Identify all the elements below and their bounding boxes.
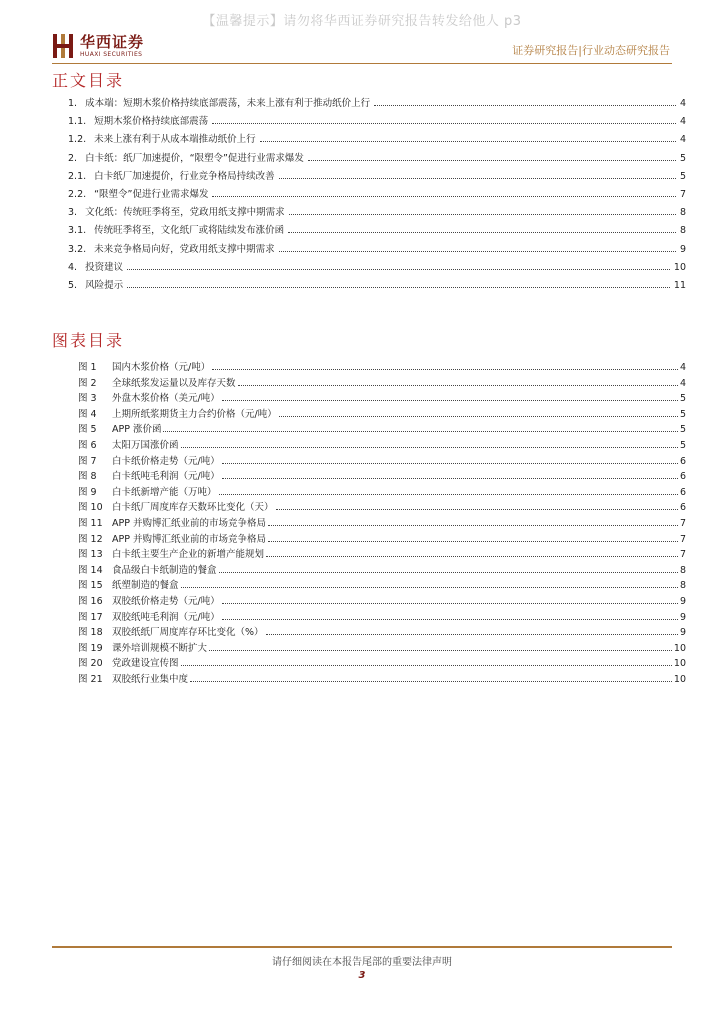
toc-entry-text: 文化纸：传统旺季将至，党政用纸支撑中期需求 <box>85 207 285 219</box>
figure-entry-page: 10 <box>673 674 686 685</box>
figure-entry[interactable] <box>78 466 686 482</box>
figure-entry-text: 全球纸浆发运量以及库存天数 <box>112 377 236 389</box>
logo-name-en: HUAXI SECURITIES <box>80 51 143 58</box>
figure-entry-page: 7 <box>679 549 686 561</box>
toc-entry-number: 1.2. <box>68 134 87 146</box>
figure-entry-number: 图 9 <box>78 486 97 498</box>
figure-leader-dots <box>222 400 678 401</box>
toc-leader-dots <box>289 214 676 215</box>
page-number: 3 <box>358 970 366 981</box>
figure-entry-page: 10 <box>673 658 686 670</box>
figure-entry[interactable] <box>78 560 686 576</box>
toc-entry[interactable] <box>68 239 686 255</box>
figure-entry[interactable] <box>78 357 686 373</box>
toc-leader-dots <box>127 269 670 270</box>
figure-entry-number: 图 20 <box>78 658 103 670</box>
figure-entry-number: 图 2 <box>78 377 97 389</box>
figure-entry[interactable] <box>78 653 686 669</box>
toc-entry-text: 白卡纸厂加速提价，行业竞争格局持续改善 <box>94 170 275 182</box>
figure-entry-page: 5 <box>679 424 686 436</box>
toc-leader-dots <box>212 123 676 124</box>
figure-entry-number: 图 14 <box>78 564 103 576</box>
watermark-notice: 【温馨提示】请勿将华西证券研究报告转发给他人 p3 <box>202 14 522 29</box>
toc-entry[interactable] <box>68 148 686 164</box>
figure-entry[interactable] <box>78 669 686 685</box>
figure-entry[interactable] <box>78 513 686 529</box>
figure-leader-dots <box>190 681 672 682</box>
figure-entry-text: 党政建设宣传图 <box>112 658 179 670</box>
huaxi-logo-icon <box>52 32 74 60</box>
toc-entry-text: “限塑令”促进行业需求爆发 <box>94 189 209 200</box>
toc-entry[interactable] <box>68 275 686 291</box>
figure-entry-page: 6 <box>679 455 686 467</box>
figure-entry-text: 双胶纸价格走势（元/吨） <box>112 596 220 607</box>
figure-entry[interactable] <box>78 607 686 623</box>
figure-entry-page: 6 <box>679 486 686 498</box>
toc-entry-number: 4. <box>68 261 78 273</box>
figure-entry-page: 4 <box>679 362 686 373</box>
toc-entry-number: 2. <box>68 152 78 164</box>
figure-leader-dots <box>222 603 678 604</box>
figure-leader-dots <box>219 572 678 573</box>
toc-entry-number: 2.1. <box>68 170 87 182</box>
figure-leader-dots <box>209 650 672 651</box>
figure-leader-dots <box>279 416 678 417</box>
figure-entry[interactable] <box>78 419 686 435</box>
figure-entry-text: 外盘木浆价格（美元/吨） <box>112 393 220 405</box>
toc-entry-number: 3. <box>68 207 78 219</box>
toc-leader-dots <box>279 178 676 179</box>
figure-entry-text: 太阳万国涨价函 <box>112 440 179 451</box>
toc-entry-page: 8 <box>679 207 686 219</box>
toc-entry-text: 成本端：短期木浆价格持续底部震荡，未来上涨有利于推动纸价上行 <box>85 98 371 109</box>
figure-entry-text: 食品级白卡纸制造的餐盒 <box>112 564 217 576</box>
figure-entry[interactable] <box>78 451 686 467</box>
figure-entry-page: 5 <box>679 408 686 420</box>
figure-entry-number: 图 6 <box>78 440 97 451</box>
toc-entry-page: 4 <box>679 116 686 128</box>
toc-entry-number: 5. <box>68 280 78 291</box>
figure-entry-page: 7 <box>679 533 686 545</box>
figure-entry-number: 图 17 <box>78 611 103 623</box>
figure-leader-dots <box>276 509 678 510</box>
figure-entry-number: 图 3 <box>78 393 97 405</box>
figure-entry-number: 图 15 <box>78 580 103 592</box>
toc-entry-text: 传统旺季将至，文化纸厂或将陆续发布涨价函 <box>94 225 285 237</box>
figure-entry-text: 白卡纸新增产能（万吨） <box>112 486 217 498</box>
figure-entry-number: 图 7 <box>78 455 97 467</box>
figure-entry[interactable] <box>78 575 686 591</box>
toc-leader-dots <box>127 287 670 288</box>
figure-entry-page: 7 <box>679 518 686 529</box>
toc-entry-text: 短期木浆价格持续底部震荡 <box>94 116 209 128</box>
toc-entry-text: 未来竞争格局向好，党政用纸支撑中期需求 <box>94 243 275 255</box>
figure-entry-text: 纸塑制造的餐盒 <box>112 580 179 592</box>
figure-entry-number: 图 8 <box>78 471 97 483</box>
figure-entry-page: 5 <box>679 393 686 405</box>
figure-entry[interactable] <box>78 638 686 654</box>
logo-name-cn: 华西证券 <box>80 33 145 51</box>
figure-entry-text: 白卡纸价格走势（元/吨） <box>112 455 220 467</box>
toc-entry-page: 4 <box>679 134 686 146</box>
figure-entry[interactable] <box>78 497 686 513</box>
toc-leader-dots <box>288 232 676 233</box>
toc-entry-page: 7 <box>679 189 686 200</box>
figure-leader-dots <box>222 463 678 464</box>
toc-entry-text: 白卡纸：纸厂加速提价，“限塑令”促进行业需求爆发 <box>85 152 304 164</box>
toc-entry-page: 5 <box>679 152 686 164</box>
figure-entry-number: 图 18 <box>78 627 103 639</box>
toc-entry[interactable] <box>68 129 686 145</box>
figure-leader-dots <box>181 665 672 666</box>
header-divider <box>52 63 672 64</box>
figure-entry-text: APP 并购博汇纸业前的市场竞争格局 <box>112 518 266 529</box>
toc-entry-number: 1.1. <box>68 116 87 128</box>
figure-entry-page: 6 <box>679 471 686 483</box>
figure-entry-number: 图 12 <box>78 533 103 545</box>
figure-leader-dots <box>212 369 678 370</box>
figure-leader-dots <box>181 587 678 588</box>
figure-entry[interactable] <box>78 482 686 498</box>
figure-entry-text: 国内木浆价格（元/吨） <box>112 362 211 373</box>
figure-entry[interactable] <box>78 529 686 545</box>
report-type-label: 证券研究报告|行业动态研究报告 <box>512 44 670 57</box>
toc-entry-text: 风险提示 <box>85 280 124 291</box>
figure-entry-number: 图 16 <box>78 596 103 607</box>
figure-entry[interactable] <box>78 435 686 451</box>
toc-entry-page: 8 <box>679 225 686 237</box>
figure-entry[interactable] <box>78 388 686 404</box>
figure-leader-dots <box>181 447 678 448</box>
footer-divider <box>52 946 672 948</box>
figure-leader-dots <box>268 525 678 526</box>
figure-entry[interactable] <box>78 404 686 420</box>
figure-entry-text: APP 并购博汇纸业前的市场竞争格局 <box>112 533 266 545</box>
figure-entry-number: 图 1 <box>78 362 97 373</box>
figure-entry[interactable] <box>78 373 686 389</box>
toc-leader-dots <box>279 251 676 252</box>
figure-leader-dots <box>163 431 677 432</box>
toc-entry-page: 4 <box>679 98 686 109</box>
figure-leader-dots <box>266 634 678 635</box>
figure-entry-number: 图 19 <box>78 642 103 654</box>
toc-entry[interactable] <box>68 257 686 273</box>
figure-entry-text: APP 涨价函 <box>112 424 162 436</box>
toc-entry-page: 5 <box>679 170 686 182</box>
toc-entry-page: 9 <box>679 243 686 255</box>
toc-title: 正文目录 <box>52 71 125 90</box>
figure-entry-page: 5 <box>679 440 686 451</box>
figure-entry[interactable] <box>78 622 686 638</box>
figure-leader-dots <box>222 619 678 620</box>
figure-entry[interactable] <box>78 544 686 560</box>
footer-disclaimer: 请仔细阅读在本报告尾部的重要法律声明 <box>272 957 452 968</box>
figure-entry-page: 9 <box>679 611 686 623</box>
toc-entry-number: 3.2. <box>68 243 87 255</box>
figure-entry-number: 图 21 <box>78 674 103 685</box>
toc-leader-dots <box>212 196 675 197</box>
figure-leader-dots <box>219 494 678 495</box>
figure-entry-number: 图 13 <box>78 549 103 561</box>
figure-entry-page: 9 <box>679 627 686 639</box>
figure-entry-page: 9 <box>679 596 686 607</box>
figure-entry-text: 双胶纸行业集中度 <box>112 674 189 685</box>
figures-title: 图表目录 <box>52 331 125 350</box>
figure-entry-text: 白卡纸厂周度库存天数环比变化（天） <box>112 502 274 514</box>
figure-entry-page: 6 <box>679 502 686 514</box>
figure-entry-number: 图 11 <box>78 518 103 529</box>
toc-entry-number: 3.1. <box>68 225 87 237</box>
toc-entry-text: 投资建议 <box>85 261 124 273</box>
figure-leader-dots <box>222 478 678 479</box>
figure-entry-page: 8 <box>679 580 686 592</box>
figure-leader-dots <box>238 385 678 386</box>
figure-entry[interactable] <box>78 591 686 607</box>
toc-entry[interactable] <box>68 184 686 200</box>
company-logo <box>52 30 144 62</box>
figure-entry-page: 8 <box>679 564 686 576</box>
figure-entry-page: 10 <box>673 642 686 654</box>
toc-entry-number: 2.2. <box>68 189 87 200</box>
figure-entry-number: 图 4 <box>78 408 97 420</box>
toc-entry[interactable] <box>68 93 686 109</box>
figure-leader-dots <box>266 556 678 557</box>
figure-entry-text: 课外培训规模不断扩大 <box>112 642 208 654</box>
figure-entry-text: 白卡纸吨毛利润（元/吨） <box>112 471 220 483</box>
figure-entry-text: 双胶纸吨毛利润（元/吨） <box>112 611 220 623</box>
toc-entry[interactable] <box>68 202 686 218</box>
toc-leader-dots <box>260 141 676 142</box>
toc-entry[interactable] <box>68 220 686 236</box>
toc-entry[interactable] <box>68 166 686 182</box>
figure-entry-text: 上期所纸浆期货主力合约价格（元/吨） <box>112 408 277 420</box>
figure-entry-text: 双胶纸纸厂周度库存环比变化（%） <box>112 627 264 639</box>
figure-leader-dots <box>268 541 678 542</box>
toc-entry[interactable] <box>68 111 686 127</box>
toc-entry-text: 未来上涨有利于从成本端推动纸价上行 <box>94 134 256 146</box>
figure-entry-number: 图 5 <box>78 424 97 436</box>
figure-entry-number: 图 10 <box>78 502 103 514</box>
toc-leader-dots <box>374 105 676 106</box>
toc-entry-page: 10 <box>673 261 686 273</box>
figure-entry-text: 白卡纸主要生产企业的新增产能规划 <box>112 549 265 561</box>
toc-entry-number: 1. <box>68 98 78 109</box>
figure-entry-page: 4 <box>679 377 686 389</box>
toc-leader-dots <box>308 160 676 161</box>
toc-entry-page: 11 <box>673 280 686 291</box>
